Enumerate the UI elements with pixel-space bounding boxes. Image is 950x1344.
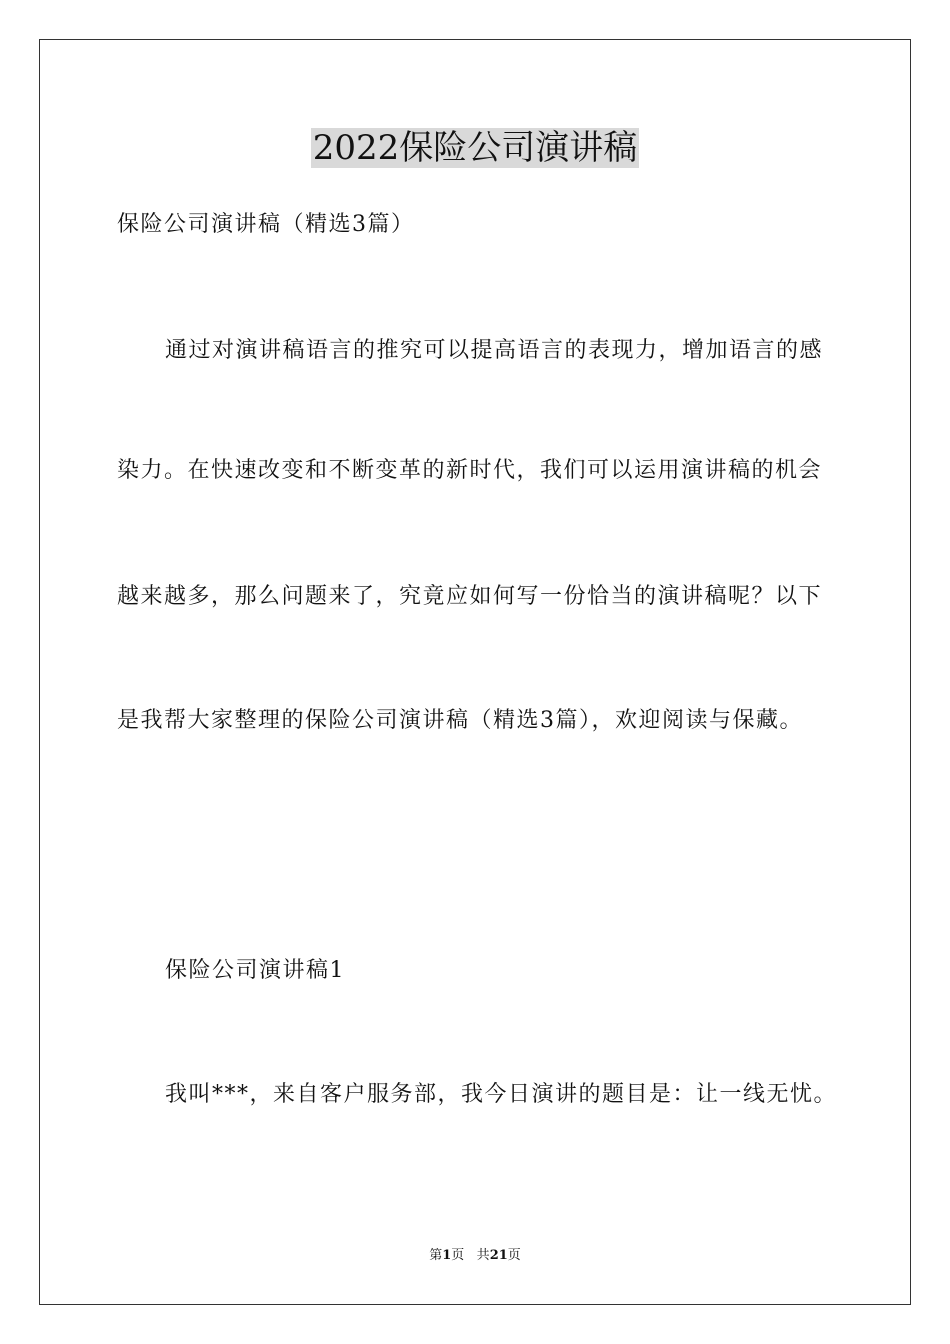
section-heading: 保险公司演讲稿1 <box>165 958 345 983</box>
document-subtitle: 保险公司演讲稿（精选3篇） <box>117 212 415 237</box>
document-title <box>0 126 950 170</box>
footer-page-suffix: 页 <box>451 1248 465 1263</box>
intro-line-1: 通过对演讲稿语言的推究可以提高语言的表现力，增加语言的感 <box>165 338 824 363</box>
footer-total-prefix: 共 <box>476 1248 490 1263</box>
footer-page-prefix: 第 <box>429 1248 443 1263</box>
intro-line-3: 越来越多，那么问题来了，究竟应如何写一份恰当的演讲稿呢？以下 <box>117 584 823 609</box>
footer-total-suffix: 页 <box>507 1248 521 1263</box>
footer-total-pages: 21 <box>489 1248 508 1263</box>
intro-line-2: 染力。在快速改变和不断变革的新时代，我们可以运用演讲稿的机会 <box>117 458 823 483</box>
body-line-1: 我叫***，来自客户服务部，我今日演讲的题目是：让一线无忧。 <box>165 1082 838 1107</box>
document-title-text: 2022保险公司演讲稿 <box>312 128 638 168</box>
footer-page-number: 1 <box>442 1248 452 1263</box>
page-footer <box>0 1247 950 1265</box>
intro-line-4: 是我帮大家整理的保险公司演讲稿（精选3篇），欢迎阅读与保藏。 <box>117 708 803 733</box>
